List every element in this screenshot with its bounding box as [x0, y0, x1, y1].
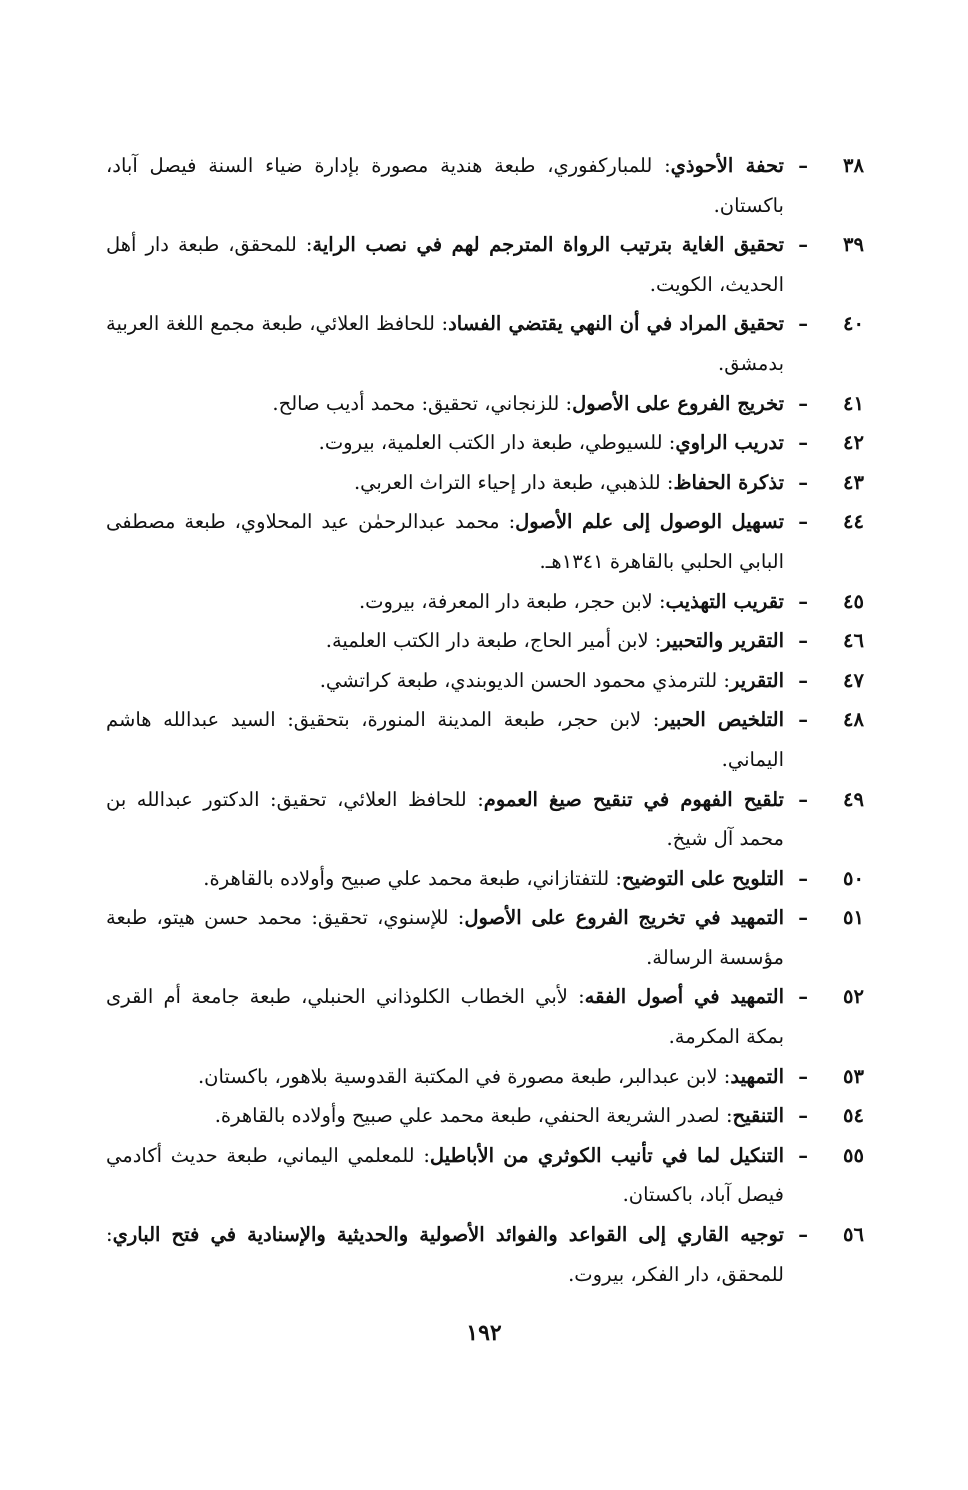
entry-details: : للذهبي، طبعة دار إحياء التراث العربي. [353, 470, 674, 494]
entry-details: : لابن حجر، طبعة المدينة المنورة، بتحقيق: السيد عبدالله هاشم اليماني. [106, 708, 784, 771]
entry-details: : للسيوطي، طبعة دار الكتب العلمية، بيروت. [318, 431, 676, 455]
entry-details: : للتفتازاني، طبعة محمد علي صبيح وأولاده بالقاهرة. [203, 866, 622, 890]
entry-dash: – [798, 589, 808, 613]
bibliography-entry [106, 463, 864, 503]
entry-title: التلويح على التوضيح [621, 866, 784, 890]
entry-title: التنكيل لما في تأنيب الكوثري من الأباطيل [429, 1143, 784, 1167]
bibliography-entry [106, 859, 864, 899]
entry-number: ٥٦ [843, 1223, 864, 1247]
entry-dash: – [798, 708, 808, 732]
entry-dash: – [798, 1064, 808, 1088]
entry-details: : لأبي الخطاب الكلوذاني الحنبلي، طبعة جامعة أم القرى بمكة المكرمة. [106, 985, 784, 1049]
bibliography-entry [106, 225, 864, 304]
bibliography-entry [106, 423, 864, 463]
entry-dash: – [798, 1223, 808, 1247]
entry-title: تخريج الفروع على الأصول [572, 391, 784, 415]
entry-details: : لصدر الشريعة الحنفي، طبعة محمد علي صبيح وأولاده بالقاهرة. [214, 1104, 733, 1128]
bibliography-entry [106, 661, 864, 701]
entry-title: تحقيق الغاية بترتيب الرواة المترجم لهم في نصب الراية [312, 233, 784, 257]
bibliography-entry [106, 700, 864, 779]
entry-number: ٤٦ [843, 629, 864, 653]
entry-details: : لابن حجر، طبعة دار المعرفة، بيروت. [358, 589, 666, 613]
bibliography-entry [106, 304, 864, 383]
bibliography-entry [106, 780, 864, 859]
entry-dash: – [798, 906, 808, 930]
entry-details: : للمحقق، دار الفكر، بيروت. [106, 1223, 784, 1286]
entry-dash: – [798, 668, 808, 692]
entry-number: ٥٥ [843, 1143, 864, 1167]
entry-details: : للإسنوي، تحقيق: محمد حسن هيتو، طبعة مؤسسة الرسالة. [106, 906, 784, 969]
entry-number: ٤٧ [843, 668, 864, 692]
bibliography-entry [106, 384, 864, 424]
entry-details: : للمباركفوري، طبعة هندية مصورة بإدارة ضياء السنة فيصل آباد، باكستان. [106, 154, 784, 217]
entry-title: التنقيح [732, 1104, 784, 1128]
entry-number: ٤٩ [843, 787, 864, 811]
bibliography-entry [106, 1136, 864, 1215]
entry-title: التقرير [729, 668, 784, 692]
entry-number: ٤٣ [843, 470, 864, 494]
bibliography-entry [106, 977, 864, 1056]
entry-title: تقريب التهذيب [665, 589, 784, 613]
entry-details: : لابن أمير الحاج، طبعة دار الكتب العلمية. [325, 629, 662, 653]
bibliography-entry [106, 582, 864, 622]
entry-title: التمهيد في أصول الفقه [584, 985, 784, 1009]
entry-number: ٥٠ [843, 866, 864, 890]
entry-title: التمهيد في تخريج الفروع على الأصول [464, 906, 784, 930]
entry-title: تلقيح الفهوم في تنقيح صيغ العموم [483, 787, 784, 811]
entry-details: : للمحقق، طبعة دار أهل الحديث، الكويت. [106, 233, 784, 296]
bibliography-entry [106, 502, 864, 581]
entry-dash: – [798, 866, 808, 890]
entry-number: ٥٤ [843, 1104, 864, 1128]
entry-number: ٥٢ [843, 985, 864, 1009]
page-number: ١٩٢ [466, 1320, 502, 1346]
entry-number: ٤٥ [843, 589, 864, 613]
entry-number: ٥١ [843, 906, 864, 930]
entry-details: : للمعلمي اليماني، طبعة حديث أكادمي فيصل آباد، باكستان. [106, 1143, 784, 1207]
entry-dash: – [798, 233, 808, 257]
bibliography-list [106, 146, 864, 1294]
entry-title: توجيه القاري إلى القواعد والفوائد الأصولية والحديثية والإسنادية في فتح الباري [112, 1223, 784, 1247]
entry-dash: – [798, 1143, 808, 1167]
bibliography-entry [106, 1057, 864, 1097]
entry-details: : لابن عبدالبر، طبعة مصورة في المكتبة القدوسية بلاهور، باكستان. [197, 1064, 731, 1088]
entry-number: ٣٩ [843, 233, 864, 257]
entry-number: ٥٣ [843, 1064, 864, 1088]
entry-dash: – [798, 510, 808, 534]
bibliography-entry [106, 898, 864, 977]
bibliography-entry [106, 146, 864, 225]
entry-details: : محمد عبدالرحمٰن عيد المحلاوي، طبعة مصطفى البابي الحلبي بالقاهرة ١٣٤١هـ. [106, 510, 784, 573]
entry-number: ٣٨ [843, 154, 864, 177]
entry-number: ٤٤ [843, 510, 864, 534]
entry-number: ٤٢ [843, 431, 864, 455]
entry-number: ٤١ [843, 391, 864, 415]
entry-dash: – [798, 1104, 808, 1128]
entry-details: : للترمذي محمود الحسن الديوبندي، طبعة كراتشي. [319, 668, 730, 692]
bibliography-entry [106, 1096, 864, 1136]
entry-details: : للحافظ العلائي، طبعة مجمع اللغة العربية بدمشق. [106, 312, 784, 375]
entry-dash: – [798, 470, 808, 494]
entry-number: ٤٠ [843, 312, 864, 336]
entry-title: تدريب الراوي [675, 431, 784, 455]
bibliography-entry [106, 621, 864, 661]
entry-title: التمهيد [730, 1064, 784, 1088]
entry-dash: – [798, 787, 808, 811]
entry-number: ٤٨ [843, 708, 864, 732]
entry-title: تذكرة الحفاظ [673, 470, 784, 494]
entry-title: التلخيص الحبير [659, 708, 784, 732]
entry-title: التقرير والتحبير [661, 629, 784, 653]
entry-details: : للحافظ العلائي، تحقيق: الدكتور عبدالله بن محمد آل شيخ. [106, 787, 784, 851]
entry-details: : للزنجاني، تحقيق: محمد أديب صالح. [272, 391, 573, 415]
entry-dash: – [798, 312, 808, 336]
entry-dash: – [798, 431, 808, 455]
entry-dash: – [798, 154, 808, 177]
entry-dash: – [798, 629, 808, 653]
entry-title: تسهيل الوصول إلى علم الأصول [515, 510, 784, 534]
bibliography-entry [106, 1215, 864, 1294]
entry-dash: – [798, 391, 808, 415]
entry-dash: – [798, 985, 808, 1009]
entry-title: تحفة الأحوذي [670, 154, 784, 177]
entry-title: تحقيق المراد في أن النهي يقتضي الفساد [448, 312, 784, 336]
